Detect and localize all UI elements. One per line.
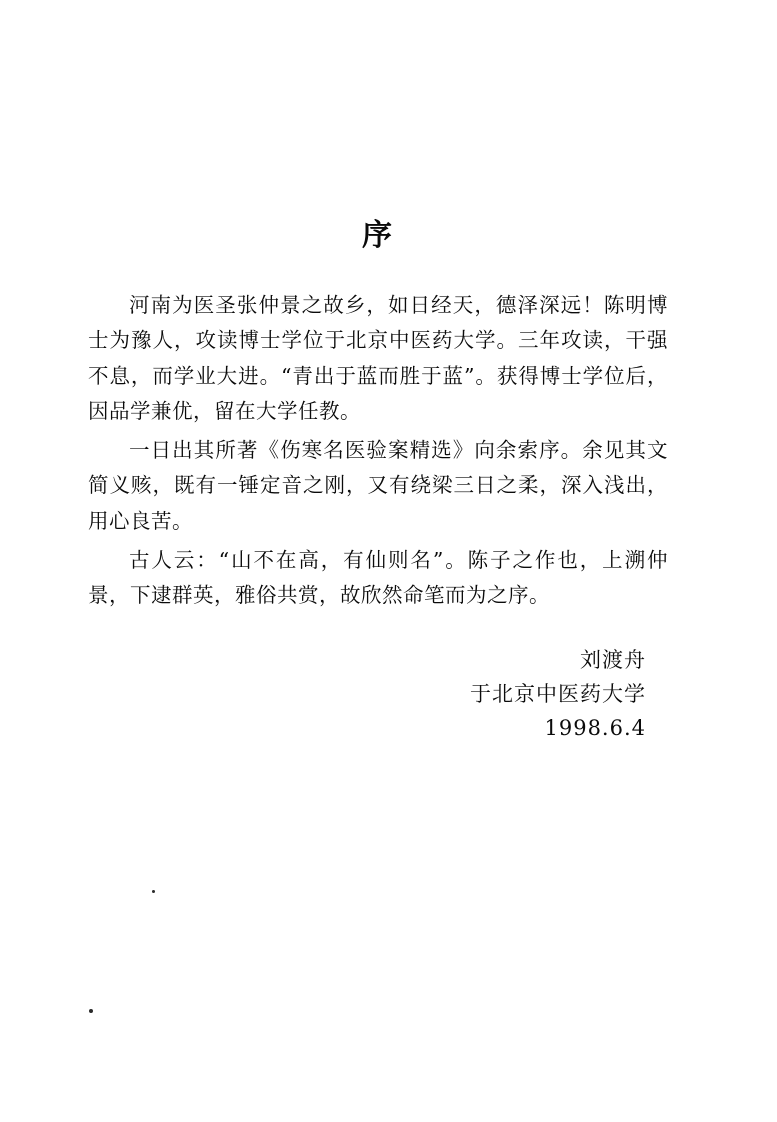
preface-content [88,210,668,745]
signature-affiliation: 于北京中医药大学 [470,682,646,707]
signature-date: 1998.6.4 [544,716,646,741]
paragraph-3: 古人云：“山不在高，有仙则名”。陈子之作也，上溯仲景，下逮群英，雅俗共赏，故欣然命笔而为之序。 [88,547,668,607]
page-speck-lower [89,1009,93,1013]
page-speck-upper [152,890,155,893]
paragraph-2: 一日出其所著《伤寒名医验案精选》向余索序。余见其文简义赅，既有一锤定音之刚，又有绕梁三日之柔，深入浅出，用心良苦。 [88,438,668,533]
signature-block [88,643,668,745]
page-title: 序 [362,218,394,253]
signature-author: 刘渡舟 [580,648,646,673]
paragraph-1: 河南为医圣张仲景之故乡，如日经天，德泽深远！陈明博士为豫人，攻读博士学位于北京中医药大学。三年攻读，干强不息，而学业大进。“青出于蓝而胜于蓝”。获得博士学位后，因品学兼优，留在大学任教。 [88,293,668,423]
